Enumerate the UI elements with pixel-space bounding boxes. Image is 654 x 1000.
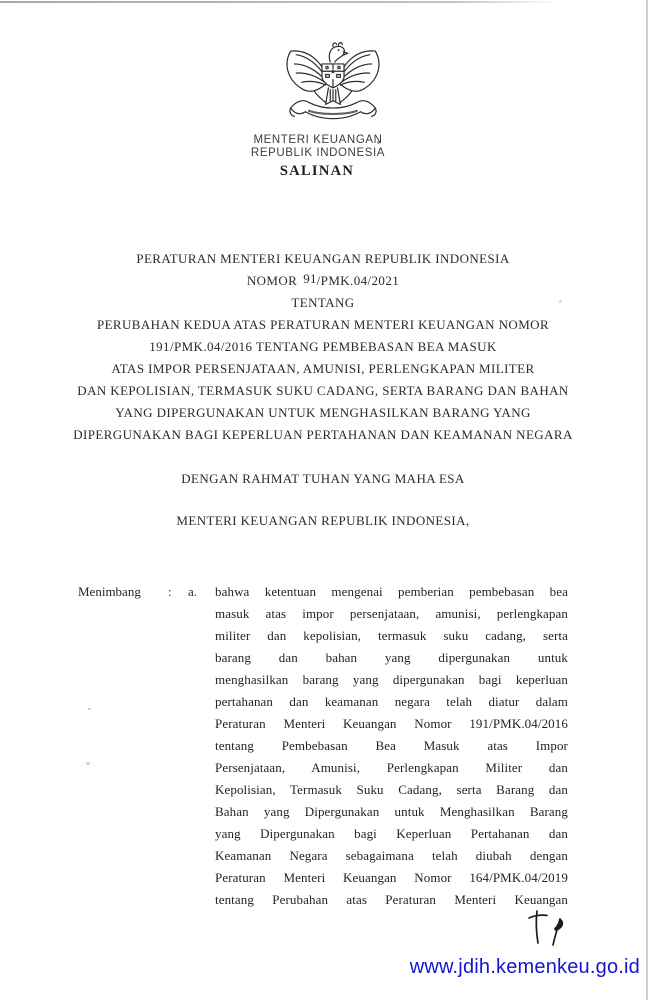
regulation-number-line <box>0 270 654 292</box>
invocation-line: DENGAN RAHMAT TUHAN YANG MAHA ESA <box>181 471 465 486</box>
body-line: militer dan kepolisian, termasuk suku cadang, serta <box>215 628 568 643</box>
tentang-label: TENTANG <box>291 295 355 310</box>
garuda-pancasila-emblem-icon <box>276 40 390 132</box>
scan-speckle <box>86 762 90 765</box>
regulation-title-line: PERATURAN MENTERI KEUANGAN REPUBLIK INDONESIA <box>136 251 510 266</box>
scan-speckle <box>88 708 91 710</box>
menimbang-item-a-text <box>215 581 568 911</box>
regulation-title-block <box>0 248 654 446</box>
copy-stamp-label: SALINAN <box>279 163 355 179</box>
subject-line: YANG DIPERGUNAKAN UNTUK MENGHASILKAN BARANG YANG <box>115 405 531 420</box>
body-line: Persenjataan, Amunisi, Perlengkapan Militer dan <box>215 760 568 775</box>
subject-line: 191/PMK.04/2016 TENTANG PEMBEBASAN BEA MASUK <box>149 339 497 354</box>
handwritten-initials-mark <box>524 903 580 955</box>
body-line: masuk atas impor persenjataan, amunisi, perlengkapan <box>215 606 568 621</box>
body-line: Peraturan Menteri Keuangan Nomor 164/PMK.04/2019 <box>215 870 568 885</box>
menimbang-colon: : <box>168 584 172 599</box>
body-line: Peraturan Menteri Keuangan Nomor 191/PMK.04/2016 <box>215 716 568 731</box>
body-line: Keamanan Negara sebagaimana telah diubah dengan <box>215 848 568 863</box>
subject-line: ATAS IMPOR PERSENJATAAN, AMUNISI, PERLENGKAPAN MILITER <box>111 361 535 376</box>
subject-line: PERUBAHAN KEDUA ATAS PERATURAN MENTERI KEUANGAN NOMOR <box>96 317 550 332</box>
subject-line: DIPERGUNAKAN BAGI KEPERLUAN PERTAHANAN DAN KEAMANAN NEGARA <box>73 427 573 442</box>
subject-line: DAN KEPOLISIAN, TERMASUK SUKU CADANG, SERTA BARANG DAN BAHAN <box>77 383 569 398</box>
authority-line: MENTERI KEUANGAN REPUBLIK INDONESIA, <box>176 513 470 528</box>
body-line: menghasilkan barang yang dipergunakan bagi keperluan <box>215 672 568 687</box>
body-line: Bahan yang Dipergunakan untuk Menghasilkan Barang <box>215 804 568 819</box>
menimbang-item-letter: a. <box>188 584 198 599</box>
body-line: pertahanan dan keamanan negara telah diatur dalam <box>215 694 568 709</box>
ministry-name-line2: REPUBLIK INDONESIA <box>250 147 386 159</box>
menimbang-label: Menimbang <box>78 584 141 599</box>
ministry-name-line1: MENTERI KEUANGAN <box>253 134 383 146</box>
scan-edge-top <box>0 1 562 3</box>
body-line: tentang Pembebasan Bea Masuk atas Impor <box>215 738 568 753</box>
body-line: barang dan bahan yang dipergunakan untuk <box>215 650 568 665</box>
body-line: Kepolisian, Termasuk Suku Cadang, serta Barang dan <box>215 782 568 797</box>
nomor-prefix: NOMOR <box>246 273 298 288</box>
jdih-website-link[interactable]: www.jdih.kemenkeu.go.id <box>409 956 640 978</box>
body-line: bahwa ketentuan mengenai pemberian pembebasan bea <box>215 584 568 599</box>
body-line: tentang Perubahan atas Peraturan Menteri Keuangan <box>215 892 568 907</box>
nomor-suffix: /PMK.04/2021 <box>316 273 400 288</box>
nomor-number: 91 <box>303 271 317 286</box>
body-line: yang Dipergunakan bagi Keperluan Pertahanan dan <box>215 826 568 841</box>
